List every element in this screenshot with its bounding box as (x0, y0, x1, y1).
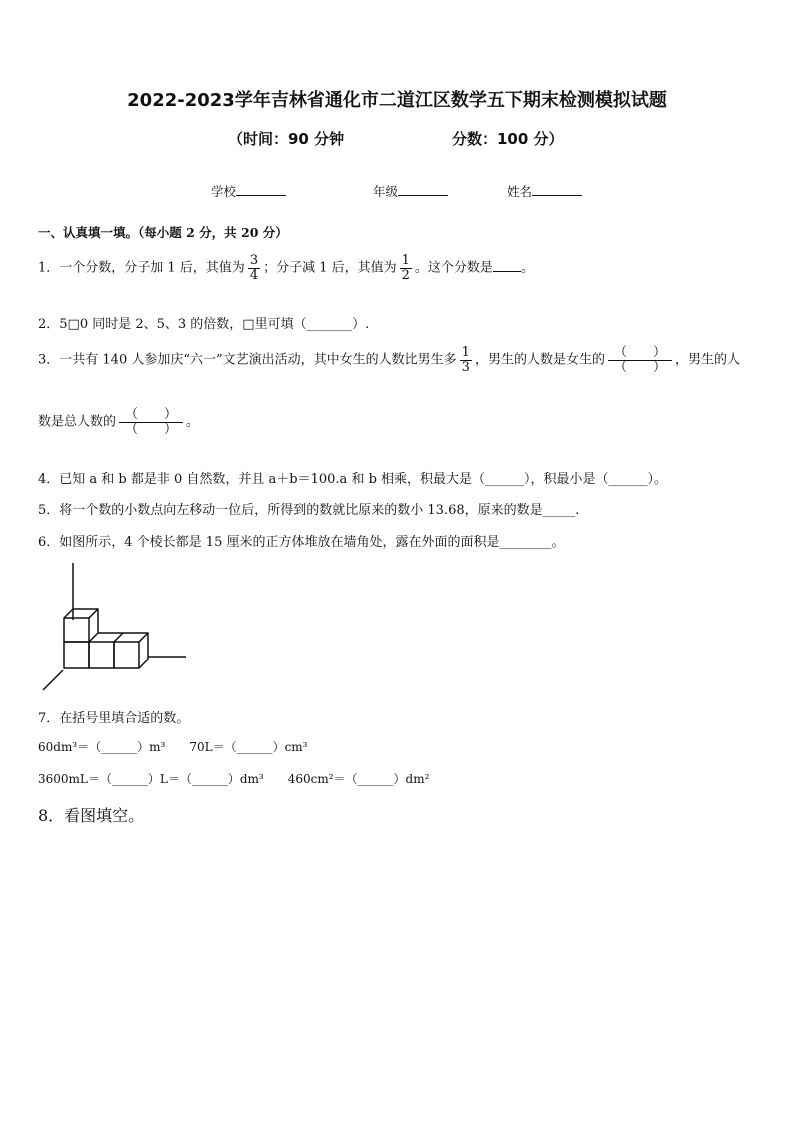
exam-time: （时间：90 分钟 (228, 130, 345, 148)
q3-fraction-1 (460, 346, 472, 374)
section-heading: 一、认真填一填。（每小题 2 分，共 20 分） (38, 225, 288, 240)
question-2: 2．5□0 同时是 2、5、3 的倍数，□里可填（_______）. (38, 317, 370, 332)
question-6: 6．如图所示，4 个棱长都是 15 厘米的正方体堆放在墙角处，露在外面的面积是________。 (38, 535, 565, 550)
page-title: 2022-2023学年吉林省通化市二道江区数学五下期末检测模拟试题 (127, 90, 667, 111)
q3-text-b: ，男生的人数是女生的 (474, 352, 605, 368)
q3-text-d: 数是总人数的 (38, 414, 117, 430)
q1-text-d: 。 (520, 260, 534, 276)
q7-line-1: 60dm³＝（______）m³ 70L＝（______）cm³ (38, 740, 308, 754)
q3-p1-den: （ ） (613, 359, 666, 375)
question-8: 8．看图填空。 (38, 806, 145, 825)
q3-text-c: ，男生的人 (674, 352, 740, 368)
q1-f2-den: 2 (401, 267, 410, 283)
q1-f1-num: 3 (249, 253, 259, 268)
q1-fraction-1 (248, 254, 260, 282)
grade-label: 年级 (373, 184, 399, 199)
q1-answer-blank[interactable] (493, 259, 521, 272)
cube-bottom-1 (64, 642, 89, 668)
grade-field (373, 182, 448, 200)
q3-answer-fraction-2[interactable] (119, 408, 183, 436)
q7-line-2: 3600mL＝（______）L＝（______）dm³ 460cm²＝（______）dm² (38, 772, 430, 786)
cube-top (64, 609, 98, 642)
grade-blank[interactable] (398, 183, 448, 196)
school-blank[interactable] (236, 183, 286, 196)
q3-text-a: 3．一共有 140 人参加庆“六一”文艺演出活动，其中女生的人数比男生多 (38, 352, 457, 368)
q3-p1-num: （ ） (608, 346, 672, 361)
q3-p2-num: （ ） (119, 408, 183, 423)
name-blank[interactable] (532, 183, 582, 196)
q3-p2-den: （ ） (125, 421, 178, 437)
cube-bottom-2 (89, 633, 123, 668)
q1-f1-den: 4 (249, 267, 259, 283)
cube-corner-figure (38, 560, 198, 695)
name-label: 姓名 (507, 184, 533, 199)
q1-text-b: ；分子减 1 后，其值为 (263, 260, 397, 276)
q3-text-e: 。 (186, 414, 200, 430)
exam-score: 分数：100 分） (452, 130, 564, 148)
q1-fraction-2 (400, 254, 412, 282)
question-3 (38, 346, 740, 374)
q3-f1-num: 1 (461, 345, 470, 360)
school-label: 学校 (211, 184, 237, 199)
name-field (507, 182, 582, 200)
question-1 (38, 254, 534, 282)
cube-bottom-3 (114, 633, 148, 668)
q3-answer-fraction-1[interactable] (608, 346, 672, 374)
school-field (211, 182, 286, 200)
question-7: 7．在括号里填合适的数。 (38, 711, 190, 726)
question-5: 5．将一个数的小数点向左移动一位后，所得到的数就比原来的数小 13.68，原来的数是_____. (38, 503, 580, 518)
question-3-cont (38, 408, 199, 436)
q1-text-a: 1．一个分数，分子加 1 后，其值为 (38, 260, 245, 276)
question-4: 4．已知 a 和 b 都是非 0 自然数，并且 a＋b＝100.a 和 b 相乘，积最大是（______），积最小是（______）。 (38, 472, 668, 487)
floor-edge-diagonal (43, 670, 63, 690)
q1-text-c: 。这个分数是 (414, 260, 493, 276)
q1-f2-num: 1 (401, 253, 410, 268)
q3-f1-den: 3 (461, 359, 470, 375)
